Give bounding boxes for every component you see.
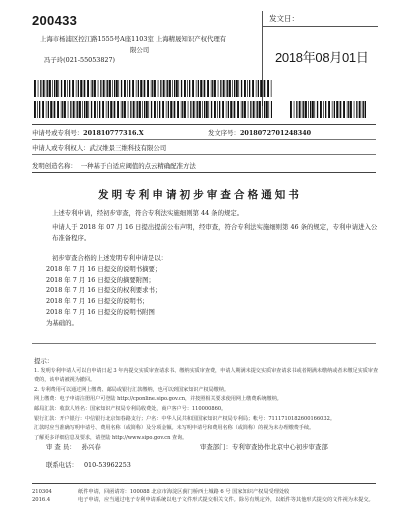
- application-no: 201810777316.X: [83, 129, 144, 137]
- applicant-name: 武汉维景三维科技有限公司: [89, 144, 167, 152]
- divider: [32, 139, 376, 140]
- notes-title: 提示：: [34, 357, 54, 365]
- barcode-middle: [34, 101, 272, 118]
- issue-date-box: [262, 11, 377, 106]
- divider: [32, 343, 376, 344]
- phone-row: [46, 460, 131, 469]
- doc-item: 2018 年 7 月 16 日提交的说明书；: [46, 297, 149, 306]
- date-divider: [263, 26, 378, 27]
- doc-item: 2018 年 7 月 16 日提交的说明书附图: [46, 307, 155, 316]
- doc-item: 2018 年 7 月 16 日提交的摘要附图；: [46, 275, 155, 284]
- recipient-address: [40, 34, 272, 66]
- application-no-label: 申请号或专利号：: [32, 129, 84, 137]
- note-item: 邮局汇款：收款人姓名：国家知识产权局专利局收费处，商户客户号：110000860。: [34, 405, 227, 412]
- document-title: 发明专利申请初步审查合格通知书: [98, 189, 302, 201]
- form-version: 2016.4: [32, 497, 51, 503]
- footer-divider: [32, 483, 376, 484]
- applicant-row: [32, 143, 166, 152]
- qualified-intro: 初步审查合格的上述发明专利申请是以：: [52, 254, 168, 262]
- invention-label: 发明创造名称：: [32, 162, 77, 170]
- examiner-row: [46, 442, 101, 451]
- note-item: 2. 专利费用可以通过网上缴费、邮局或银行汇款缴纳，也可以到国家知识产权局缴纳。: [34, 386, 229, 393]
- form-code: 210304: [32, 489, 52, 495]
- department-name: 专利审查协作北京中心初步审查部: [231, 443, 328, 451]
- department-label: 审查部门：: [200, 443, 232, 451]
- basis-text: 为基础的。: [46, 318, 78, 327]
- note-item: 网上缴费：电子申请注册用户可登陆 http://cponline.sipo.gov.cn，并按照相关要求使用网上缴费系统缴纳。: [34, 396, 282, 403]
- invention-row: [32, 161, 196, 170]
- phone-number: 010-53962253: [83, 461, 131, 469]
- note-item: 1. 发明专利申请人可以自申请日起 3 年内提交实质审查请求书、缴纳实质审查费，申请人期满未提交实质审查请求书或者期满未缴纳或者未缴足实质审查费的，该申请被视为撤回。: [34, 367, 379, 384]
- divider: [32, 124, 376, 125]
- body-paragraph-1: 上述专利申请，经初步审查，符合专利法实施细则第 44 条的规定。: [52, 209, 244, 217]
- department-row: [200, 442, 328, 451]
- footer-line-2: 电子申请，应当通过电子专利申请系统以电子文件形式提交相关文件。除另有规定外，以纸件等其他形式提交的文件视为未提交。: [78, 497, 374, 503]
- invention-name: 一种基于自适应阈值的点云精确配准方法: [80, 162, 196, 170]
- body-paragraph-2: 申请人于 2018 年 07 月 16 日提出提前公布声明，经审查，符合专利法实施细则第 46 条的规定，专利申请进入公布准备程序。: [52, 223, 378, 242]
- document-no-row: [208, 128, 311, 137]
- applicant-label: 申请人或专利权人：: [32, 144, 90, 152]
- agent-contact: 冯子玲(021-55053827): [44, 56, 116, 64]
- doc-item: 2018 年 7 月 16 日提交的权利要求书；: [46, 286, 162, 295]
- issue-date: 2018年08月01日: [275, 50, 369, 65]
- application-row: [32, 128, 144, 137]
- document-no: 2018072701248340: [239, 129, 312, 137]
- note-item: 汇款时应当准确写明申请号、费用名称（或简称）及分项金额。未写明申请号和费用名称（或简称）的视为未办理缴费手续。: [34, 425, 315, 432]
- address-line-1: 上海市杨浦区控江路1555号A座1103室 上海精晟知识产权代理有: [40, 35, 227, 43]
- issue-date-label: 发文日：: [269, 14, 299, 23]
- barcode-top: [34, 80, 272, 97]
- doc-item: 2018 年 7 月 16 日提交的说明书摘要；: [46, 264, 162, 273]
- divider: [32, 154, 376, 155]
- examiner-name: 孙兴春: [81, 443, 101, 451]
- examiner-label: 审 查 员：: [46, 443, 76, 451]
- patent-postal-code: 200433: [32, 13, 78, 28]
- divider: [32, 172, 376, 173]
- footer-line-1: 纸件申请，回函请寄：100088 北京市海淀区蓟门桥西土城路 6 号 国家知识产权局受理处收: [78, 489, 290, 495]
- note-item: 了解更多详细信息及要求，请登陆 http://www.sipo.gov.cn 查询。: [34, 434, 188, 441]
- address-line-2: 限公司: [130, 45, 150, 54]
- note-item: 银行汇款：开户银行：中信银行北京知春路支行；户名：中华人民共和国国家知识产权局专利局；帐号：7111710182600166032。: [34, 415, 335, 422]
- document-no-label: 发文序号：: [208, 129, 240, 137]
- notes-section: [34, 357, 379, 443]
- barcode-right: [290, 101, 366, 118]
- phone-label: 联系电话：: [46, 461, 78, 469]
- qualified-documents: [46, 253, 167, 329]
